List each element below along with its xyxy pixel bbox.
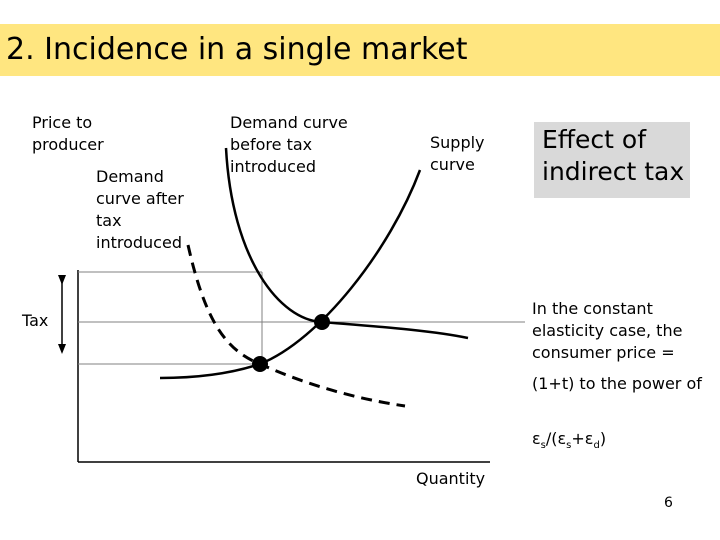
equilibrium-point-before-tax <box>314 314 330 330</box>
slide-title: 2. Incidence in a single market <box>6 32 468 67</box>
effect-callout-text: Effect of indirect tax <box>542 125 685 186</box>
formula-plus: + <box>571 429 585 448</box>
demand-before-label: Demand curve before tax introduced <box>230 113 348 176</box>
demand-after-label: Demand curve after tax introduced <box>96 167 184 252</box>
elasticity-formula <box>532 428 606 457</box>
formula-sub-d: d <box>593 440 600 452</box>
note-line-2: (1+t) to the power of <box>532 374 702 393</box>
formula-open: /( <box>545 429 558 448</box>
formula-close: ) <box>599 429 607 448</box>
page-number: 6 <box>664 495 673 511</box>
supply-label: Supply curve <box>430 133 485 174</box>
formula-sub-s-1: s <box>540 440 546 452</box>
formula-eps-1: ε <box>532 429 541 448</box>
equilibrium-point-after-tax <box>252 356 268 372</box>
formula-eps-3: ε <box>584 429 594 448</box>
quantity-axis-label: Quantity <box>416 469 486 488</box>
price-axis-label: Price to producer <box>32 113 104 154</box>
formula-eps-2: ε <box>557 429 567 448</box>
formula-sub-s-2: s <box>566 440 572 452</box>
tax-label: Tax <box>22 311 49 330</box>
note-line-1: In the constant elasticity case, the consumer price = <box>532 299 683 362</box>
